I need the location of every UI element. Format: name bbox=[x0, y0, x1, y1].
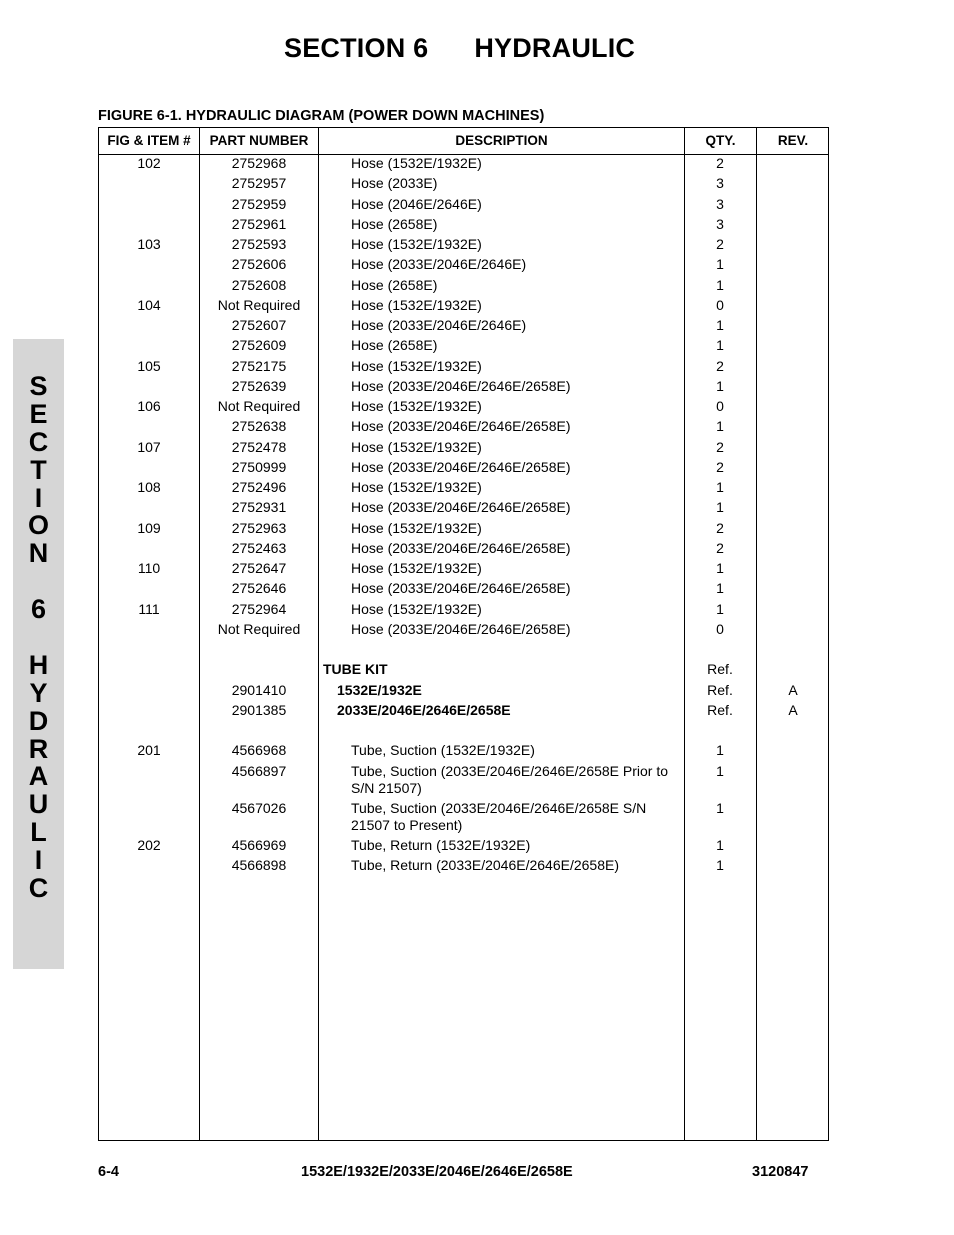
table-row bbox=[99, 297, 828, 317]
side-tab-letter: H bbox=[28, 649, 49, 680]
qty-cell: 1 bbox=[716, 857, 724, 874]
qty-cell: 2 bbox=[716, 519, 724, 536]
description-cell: Hose (2658E) bbox=[351, 337, 438, 354]
section-side-tab bbox=[13, 339, 64, 969]
table-row bbox=[99, 742, 828, 762]
description-cell: Hose (2033E/2046E/2646E) bbox=[351, 317, 527, 333]
part-number-cell: 2752963 bbox=[231, 519, 287, 536]
table-row bbox=[99, 358, 828, 378]
description-cell: Hose (1532E/1932E) bbox=[351, 398, 482, 414]
table-row bbox=[99, 499, 828, 519]
part-number-cell: 2752639 bbox=[231, 377, 287, 394]
part-number-cell: 2752964 bbox=[231, 600, 287, 617]
qty-cell: 3 bbox=[716, 175, 724, 192]
qty-cell: 1 bbox=[716, 317, 724, 333]
table-row bbox=[99, 155, 828, 175]
part-number-cell: 2901410 bbox=[231, 681, 287, 698]
part-number-cell: 2752961 bbox=[231, 215, 287, 232]
table-row bbox=[99, 621, 828, 641]
qty-cell: 1 bbox=[716, 762, 724, 779]
footer-models: 1532E/1932E/2033E/2046E/2646E/2658E bbox=[301, 1164, 573, 1180]
part-number-cell: 2752638 bbox=[231, 418, 287, 435]
description-cell: Hose (2033E/2046E/2646E/2658E) bbox=[351, 580, 571, 597]
table-row bbox=[99, 418, 828, 438]
side-tab-letter: A bbox=[28, 761, 49, 792]
fig-item-cell: 201 bbox=[137, 742, 161, 759]
description-cell: Hose (2046E/2646E) bbox=[351, 195, 482, 212]
fig-item-cell: 102 bbox=[137, 155, 161, 171]
table-row bbox=[99, 277, 828, 297]
description-cell: Tube, Return (1532E/1932E) bbox=[351, 837, 531, 853]
qty-cell: 1 bbox=[716, 799, 724, 816]
section-title: HYDRAULIC bbox=[474, 33, 636, 63]
description-cell: Hose (2033E/2046E/2646E/2658E) bbox=[351, 499, 571, 516]
qty-cell: 1 bbox=[716, 580, 724, 597]
table-row bbox=[99, 337, 828, 357]
side-tab-letter: T bbox=[30, 454, 47, 485]
part-number-cell: 2752931 bbox=[231, 499, 287, 516]
part-number-cell: 2752496 bbox=[231, 479, 287, 495]
table-row bbox=[99, 236, 828, 256]
description-cell: Tube, Suction (1532E/1932E) bbox=[351, 742, 535, 759]
table-row bbox=[99, 317, 828, 337]
description-cell: Hose (1532E/1932E) bbox=[351, 600, 482, 617]
section-number: SECTION 6 bbox=[284, 33, 429, 63]
qty-cell: 0 bbox=[716, 398, 724, 414]
qty-cell: Ref. bbox=[707, 681, 733, 698]
description-cell: Hose (2658E) bbox=[351, 215, 438, 232]
description-cell: Hose (1532E/1932E) bbox=[351, 560, 482, 576]
parts-table bbox=[98, 127, 829, 1141]
table-row bbox=[99, 560, 828, 580]
fig-item-cell: 109 bbox=[137, 519, 161, 536]
description-cell: Hose (2033E) bbox=[351, 175, 438, 192]
description-cell: Hose (1532E/1932E) bbox=[351, 236, 482, 252]
description-cell: Tube, Return (2033E/2046E/2646E/2658E) bbox=[351, 857, 620, 874]
table-row bbox=[99, 580, 828, 600]
table-row bbox=[99, 256, 828, 276]
description-cell: TUBE KIT bbox=[323, 661, 388, 678]
side-tab-text bbox=[13, 373, 64, 903]
part-number-cell: 2752478 bbox=[231, 438, 287, 455]
qty-cell: 1 bbox=[716, 600, 724, 617]
table-row bbox=[99, 439, 828, 459]
qty-cell: 1 bbox=[716, 479, 724, 495]
side-tab-letter: O bbox=[27, 510, 49, 541]
description-cell: Hose (1532E/1932E) bbox=[351, 519, 482, 536]
part-number-cell: Not Required bbox=[217, 398, 301, 414]
table-row bbox=[99, 800, 828, 837]
part-number-cell: 2752593 bbox=[231, 236, 287, 252]
description-cell: Tube, Suction (2033E/2046E/2646E/2658E S/N 21507 to Present) bbox=[351, 799, 647, 833]
qty-cell: 2 bbox=[716, 236, 724, 252]
qty-cell: 0 bbox=[716, 296, 724, 313]
description-cell: Hose (2033E/2046E/2646E/2658E) bbox=[351, 539, 571, 556]
fig-item-cell: 108 bbox=[137, 479, 161, 495]
part-number-cell: 2752957 bbox=[231, 175, 287, 192]
description-cell: Hose (1532E/1932E) bbox=[351, 357, 482, 374]
rev-cell: A bbox=[788, 701, 798, 718]
description-cell: Hose (2033E/2046E/2646E) bbox=[351, 256, 527, 273]
table-row bbox=[99, 540, 828, 560]
description-cell: Hose (1532E/1932E) bbox=[351, 155, 482, 171]
part-number-cell: 4567026 bbox=[231, 799, 287, 816]
col-header-qty: QTY. bbox=[705, 133, 736, 148]
qty-cell: 0 bbox=[716, 620, 724, 637]
qty-cell: 1 bbox=[716, 276, 724, 293]
col-header-fig-item: FIG & ITEM # bbox=[107, 133, 191, 148]
side-tab-letter: I bbox=[34, 845, 43, 876]
side-tab-letter: Y bbox=[29, 677, 48, 708]
table-row bbox=[99, 459, 828, 479]
description-cell: Hose (2033E/2046E/2646E/2658E) bbox=[351, 377, 571, 394]
part-number-cell: Not Required bbox=[217, 296, 301, 313]
fig-item-cell: 107 bbox=[137, 438, 161, 455]
part-number-cell: 2752608 bbox=[231, 276, 287, 293]
table-body bbox=[99, 155, 828, 878]
qty-cell: 1 bbox=[716, 337, 724, 354]
table-row bbox=[99, 378, 828, 398]
section-header bbox=[284, 33, 635, 64]
qty-cell: 1 bbox=[716, 560, 724, 576]
side-tab-letter: E bbox=[29, 398, 48, 429]
description-cell: Hose (1532E/1932E) bbox=[351, 296, 482, 313]
part-number-cell: 4566898 bbox=[231, 857, 287, 874]
col-header-description: DESCRIPTION bbox=[455, 133, 548, 148]
part-number-cell: 2752175 bbox=[231, 357, 287, 374]
description-cell: Hose (2033E/2046E/2646E/2658E) bbox=[351, 458, 571, 475]
description-cell: Hose (2033E/2046E/2646E/2658E) bbox=[351, 418, 571, 435]
fig-item-cell: 110 bbox=[137, 560, 161, 576]
part-number-cell: Not Required bbox=[217, 620, 301, 637]
part-number-cell: 2752646 bbox=[231, 580, 287, 597]
table-row bbox=[99, 682, 828, 702]
part-number-cell: 2752647 bbox=[231, 560, 287, 576]
part-number-cell: 2752968 bbox=[231, 155, 287, 171]
side-tab-letter: I bbox=[34, 482, 43, 513]
qty-cell: 1 bbox=[716, 499, 724, 516]
description-cell: 2033E/2046E/2646E/2658E bbox=[337, 701, 511, 718]
description-cell: 1532E/1932E bbox=[337, 681, 422, 698]
footer-doc-number: 3120847 bbox=[752, 1164, 809, 1180]
qty-cell: 1 bbox=[716, 742, 724, 759]
side-tab-letter: N bbox=[28, 538, 49, 569]
fig-item-cell: 105 bbox=[137, 357, 161, 374]
side-tab-letter: S bbox=[29, 371, 48, 401]
part-number-cell: 2750999 bbox=[231, 458, 287, 475]
side-tab-letter: D bbox=[28, 705, 49, 736]
side-tab-letter: C bbox=[28, 426, 49, 457]
part-number-cell: 4566968 bbox=[231, 742, 287, 759]
fig-item-cell: 202 bbox=[137, 837, 161, 853]
qty-cell: 2 bbox=[716, 357, 724, 374]
qty-cell: Ref. bbox=[707, 661, 733, 678]
part-number-cell: 2752959 bbox=[231, 195, 287, 212]
fig-item-cell: 106 bbox=[137, 398, 161, 414]
qty-cell: 1 bbox=[716, 418, 724, 435]
part-number-cell: 2901385 bbox=[231, 701, 287, 718]
fig-item-cell: 103 bbox=[137, 236, 161, 252]
description-cell: Hose (1532E/1932E) bbox=[351, 479, 482, 495]
figure-title: FIGURE 6-1. HYDRAULIC DIAGRAM (POWER DOWN MACHINES) bbox=[98, 108, 545, 124]
table-row bbox=[99, 398, 828, 418]
table-row bbox=[99, 661, 828, 681]
table-row bbox=[99, 857, 828, 877]
qty-cell: Ref. bbox=[707, 701, 733, 718]
part-number-cell: 2752463 bbox=[231, 539, 287, 556]
page-number: 6-4 bbox=[98, 1164, 119, 1180]
description-cell: Hose (2033E/2046E/2646E/2658E) bbox=[351, 620, 571, 637]
side-tab-letter: L bbox=[30, 817, 47, 848]
table-row bbox=[99, 520, 828, 540]
part-number-cell: 4566897 bbox=[231, 762, 287, 779]
side-tab-letter: U bbox=[28, 789, 49, 820]
description-cell: Hose (2658E) bbox=[351, 276, 438, 293]
side-tab-letter: C bbox=[28, 873, 49, 904]
table-row bbox=[99, 175, 828, 195]
part-number-cell: 4566969 bbox=[231, 837, 287, 853]
qty-cell: 1 bbox=[716, 837, 724, 853]
part-number-cell: 2752609 bbox=[231, 337, 287, 354]
qty-cell: 2 bbox=[716, 155, 724, 171]
fig-item-cell: 104 bbox=[137, 296, 161, 313]
table-row bbox=[99, 601, 828, 621]
qty-cell: 1 bbox=[716, 256, 724, 273]
col-header-rev: REV. bbox=[777, 133, 809, 148]
qty-cell: 3 bbox=[716, 215, 724, 232]
table-row bbox=[99, 837, 828, 857]
qty-cell: 2 bbox=[716, 458, 724, 475]
description-cell: Hose (1532E/1932E) bbox=[351, 438, 482, 455]
table-row bbox=[99, 479, 828, 499]
table-row bbox=[99, 196, 828, 216]
part-number-cell: 2752607 bbox=[231, 317, 287, 333]
rev-cell: A bbox=[788, 681, 798, 698]
description-cell: Tube, Suction (2033E/2046E/2646E/2658E Prior to S/N 21507) bbox=[351, 762, 669, 796]
side-tab-letter: R bbox=[28, 733, 49, 764]
part-number-cell: 2752606 bbox=[231, 256, 287, 273]
qty-cell: 2 bbox=[716, 539, 724, 556]
table-row bbox=[99, 216, 828, 236]
qty-cell: 3 bbox=[716, 195, 724, 212]
table-row bbox=[99, 763, 828, 800]
qty-cell: 1 bbox=[716, 377, 724, 394]
col-header-part-number: PART NUMBER bbox=[209, 133, 309, 148]
table-row bbox=[99, 702, 828, 722]
qty-cell: 2 bbox=[716, 438, 724, 455]
fig-item-cell: 111 bbox=[138, 600, 160, 617]
side-tab-letter: 6 bbox=[30, 594, 47, 625]
